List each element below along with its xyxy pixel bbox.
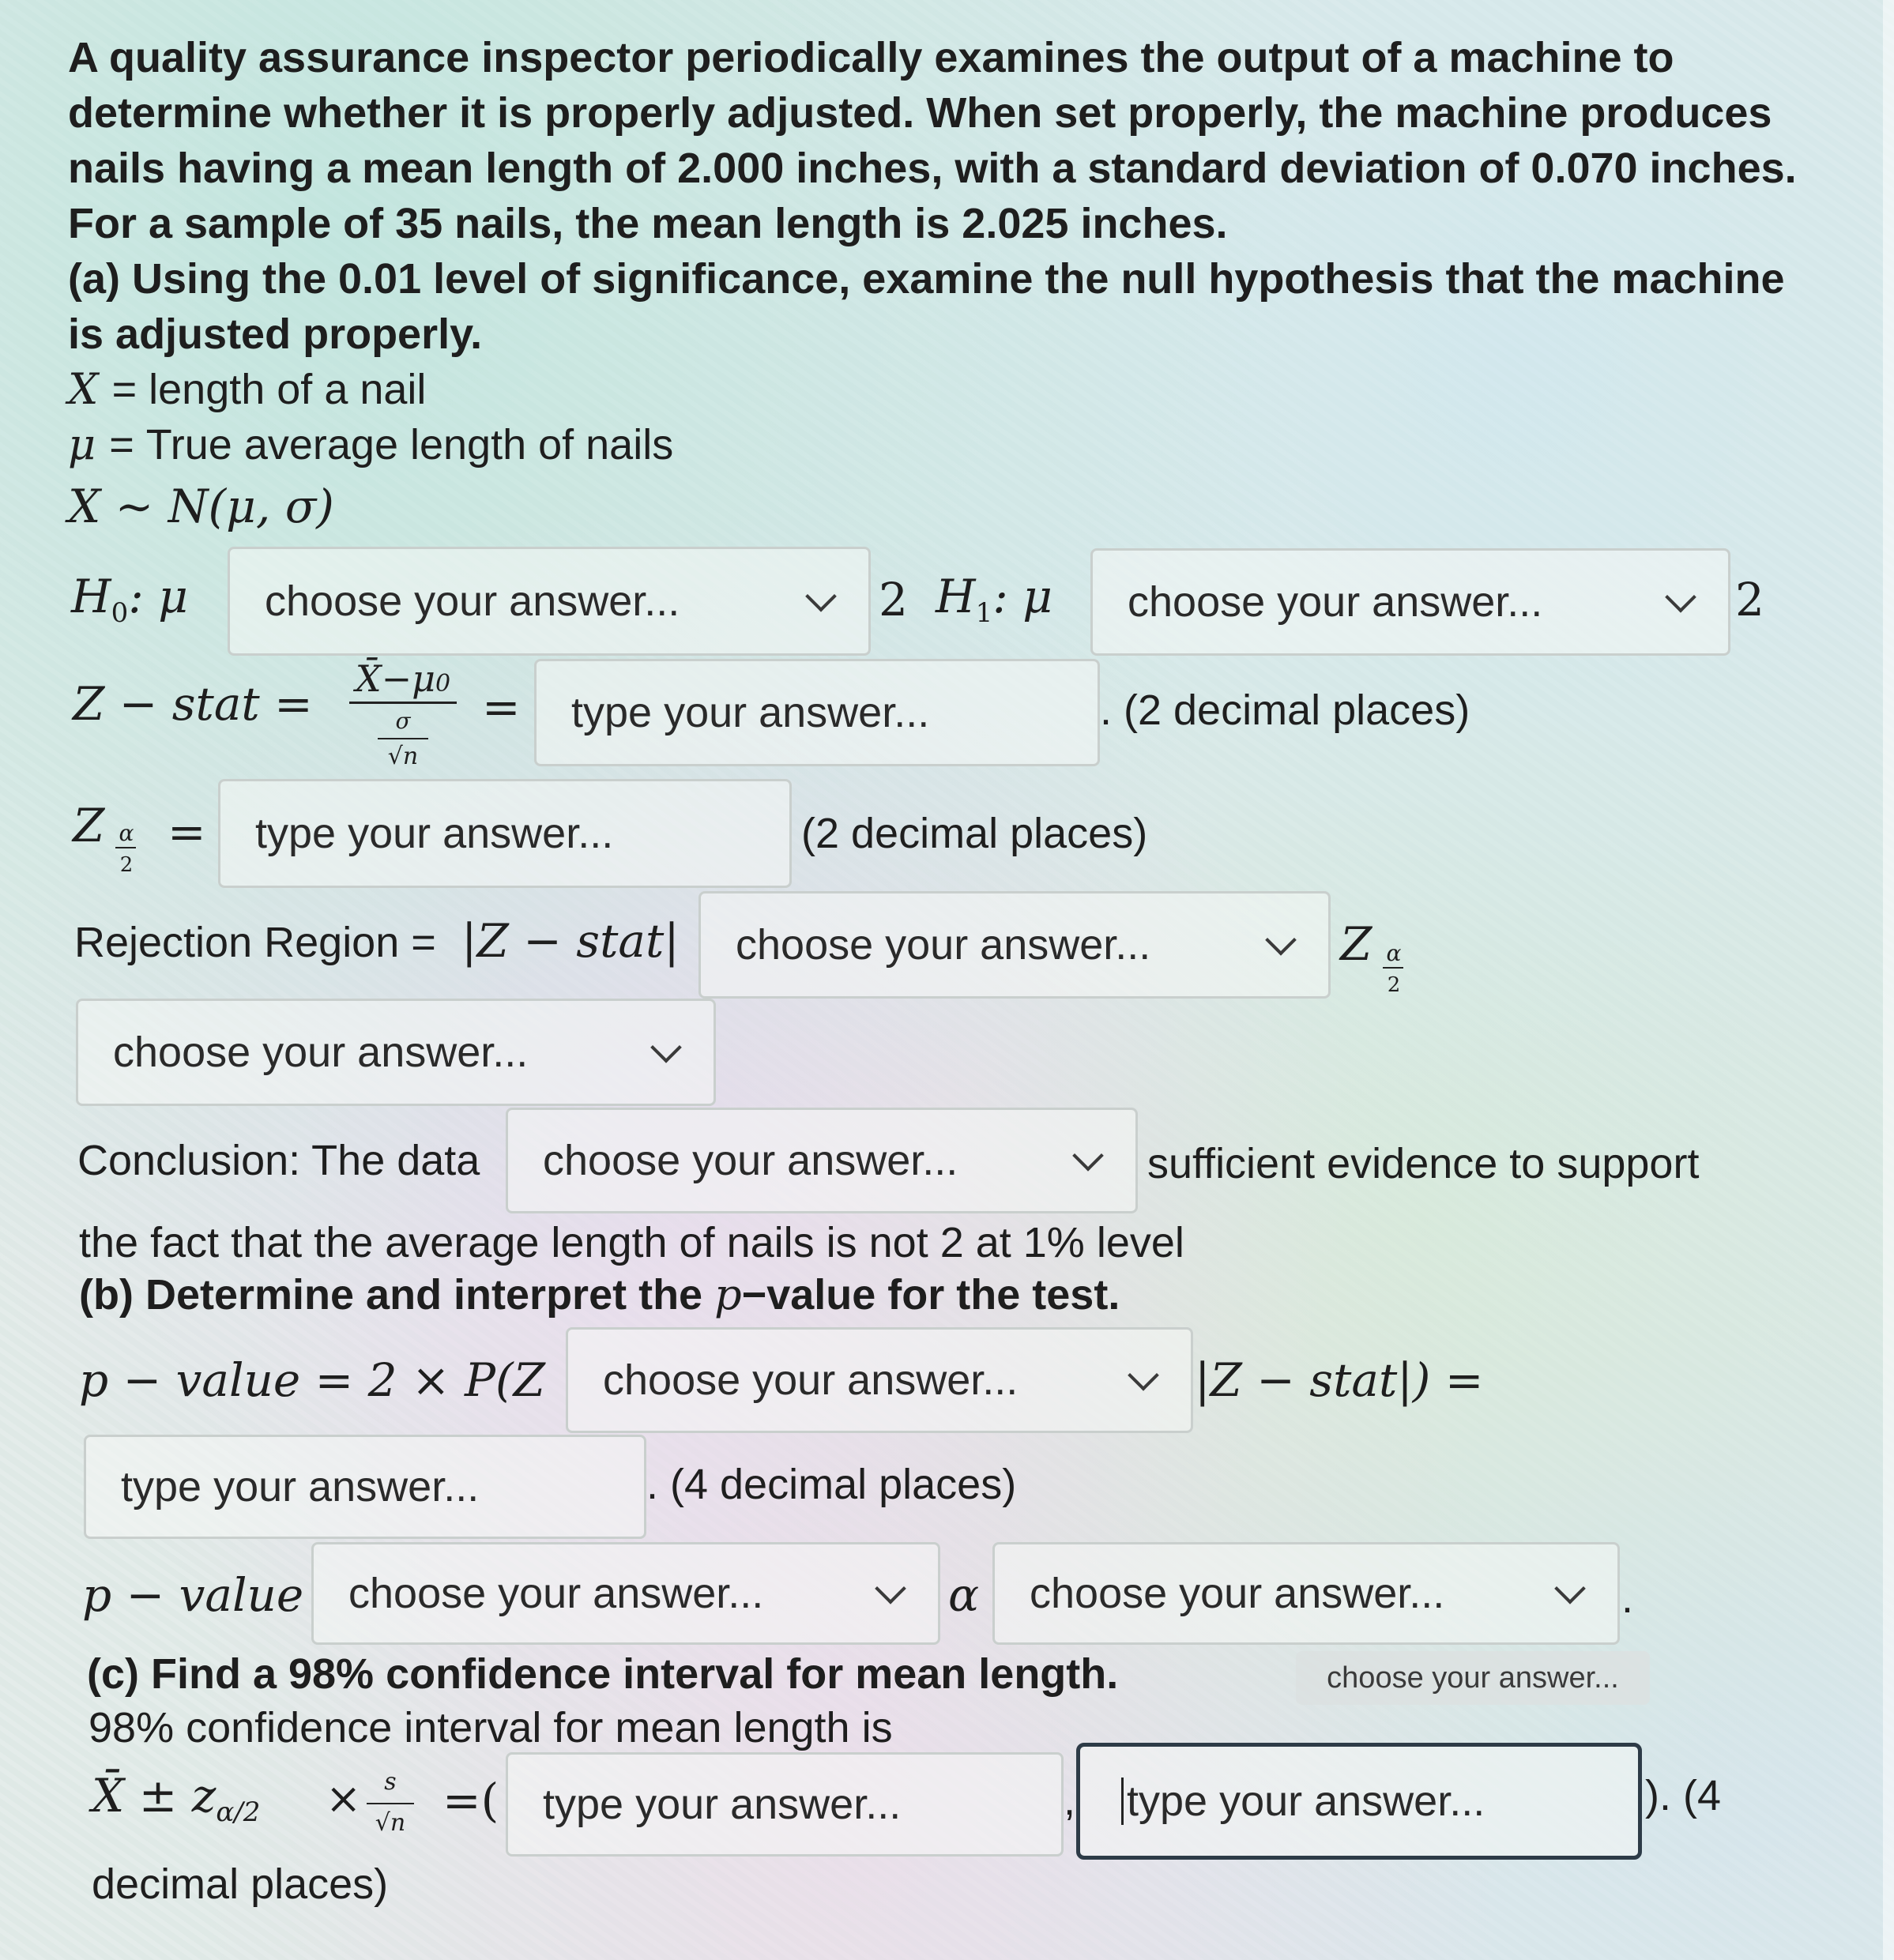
ci-lower-input[interactable]: type your answer...	[506, 1752, 1064, 1857]
ci-formula: X̄ ± $z_{\alpha/2}$	[92, 1769, 261, 1828]
distribution: X ∼ N(μ, σ)	[68, 480, 334, 533]
chevron-down-icon	[1128, 1360, 1159, 1391]
intro-line-4: For a sample of 35 nails, the mean length is 2.025 inches.	[68, 200, 1228, 247]
ci-upper-input[interactable]: type your answer...	[1076, 1743, 1642, 1860]
alpha-symbol: α	[948, 1568, 980, 1622]
zcrit-alpha: α	[119, 820, 134, 846]
zstat-sqrt-n: √n	[387, 743, 419, 770]
ci-sqrt-n: √n	[375, 1809, 406, 1837]
zstat-numerator: X̄−μ0	[355, 657, 451, 700]
chevron-down-icon	[1665, 581, 1696, 613]
conclusion-select[interactable]: choose your answer...	[506, 1108, 1138, 1213]
zcrit-input[interactable]: type your answer...	[218, 779, 792, 888]
chevron-down-icon	[1072, 1140, 1104, 1172]
rejection-z: Z	[1340, 917, 1372, 971]
ci-times: ×	[326, 1774, 362, 1823]
rejection-bar	[1383, 967, 1403, 969]
chevron-down-icon	[805, 581, 837, 612]
zstat-inner-bar	[378, 738, 428, 739]
zstat-suffix: . (2 decimal places)	[1100, 687, 1470, 734]
ci-suffix: ). (4	[1645, 1772, 1722, 1819]
part-c-heading: (c) Find a 98% confidence interval for mean length.	[87, 1650, 1119, 1698]
zcrit-equals: =	[168, 805, 206, 859]
floating-select[interactable]: choose your answer...	[1296, 1651, 1650, 1705]
rejection-select[interactable]: choose your answer...	[698, 891, 1331, 999]
part-c-line-2: 98% confidence interval for mean length is	[88, 1704, 893, 1751]
zstat-label: Z − stat =	[73, 677, 313, 731]
pvalue-period: .	[1621, 1574, 1634, 1622]
ci-bar	[367, 1803, 414, 1804]
h1-value: 2	[1735, 573, 1764, 626]
pvalue-decision-select[interactable]: choose your answer...	[992, 1542, 1620, 1645]
zcrit-bar	[115, 847, 136, 848]
ci-comma: ,	[1064, 1777, 1076, 1824]
pvalue-expression: p − value = 2 × P(Z	[79, 1353, 545, 1407]
part-b-heading: (b) Determine and interpret the p−value for the test.	[79, 1270, 1120, 1319]
chevron-down-icon	[650, 1032, 682, 1063]
pvalue-compare-label: p − value	[82, 1568, 304, 1622]
ci-s: s	[384, 1768, 397, 1796]
definition-mu: μ = True average length of nails	[68, 419, 674, 469]
pvalue-tail: |Z − stat|) =	[1195, 1353, 1484, 1407]
screen-edge	[1883, 0, 1894, 1960]
text-caret	[1121, 1778, 1124, 1825]
pvalue-input[interactable]: type your answer...	[84, 1435, 646, 1539]
zstat-input[interactable]: type your answer...	[534, 659, 1100, 766]
conclusion-suffix: sufficient evidence to support	[1147, 1140, 1700, 1187]
zcrit-label: Z	[73, 799, 105, 852]
h0-value: 2	[879, 573, 908, 626]
zcrit-suffix: (2 decimal places)	[801, 810, 1148, 857]
zstat-sigma: σ	[395, 708, 411, 734]
conclusion-line-2: the fact that the average length of nails is not 2 at 1% level	[79, 1219, 1184, 1266]
ci-open: =(	[442, 1774, 499, 1827]
chevron-down-icon	[875, 1573, 906, 1604]
h0-select[interactable]: choose your answer...	[228, 547, 871, 656]
chevron-down-icon	[1265, 924, 1297, 956]
conclusion-label: Conclusion: The data	[77, 1137, 480, 1184]
intro-line-1: A quality assurance inspector periodically examines the output of a machine to	[68, 34, 1674, 81]
zstat-fraction-bar	[349, 702, 457, 704]
rejection-alpha: α	[1386, 940, 1402, 966]
zstat-equals: =	[482, 680, 521, 734]
definition-x: X = length of a nail	[68, 364, 427, 414]
pvalue-select[interactable]: choose your answer...	[566, 1327, 1193, 1433]
rejection-two: 2	[1387, 973, 1401, 997]
part-a-line-2: is adjusted properly.	[68, 310, 483, 358]
h1-select[interactable]: choose your answer...	[1090, 548, 1730, 656]
intro-line-3: nails having a mean length of 2.000 inches, with a standard deviation of 0.070 inches.	[68, 145, 1797, 192]
ci-suffix-line-2: decimal places)	[92, 1860, 389, 1908]
intro-line-2: determine whether it is properly adjusted. When set properly, the machine produces	[68, 89, 1772, 137]
chevron-down-icon	[1554, 1573, 1586, 1604]
zcrit-two: 2	[119, 853, 134, 877]
rejection-decision-select[interactable]: choose your answer...	[76, 999, 716, 1106]
rejection-abs: |Z − stat|	[461, 914, 680, 968]
h1-label: $H_1$: μ	[936, 570, 1052, 629]
rejection-label: Rejection Region =	[74, 919, 436, 966]
pvalue-compare-select[interactable]: choose your answer...	[311, 1542, 940, 1645]
h0-label: $H_0$: μ	[71, 570, 188, 629]
part-a-line-1: (a) Using the 0.01 level of significance, examine the null hypothesis that the machine	[68, 255, 1785, 303]
pvalue-suffix: . (4 decimal places)	[646, 1461, 1017, 1508]
